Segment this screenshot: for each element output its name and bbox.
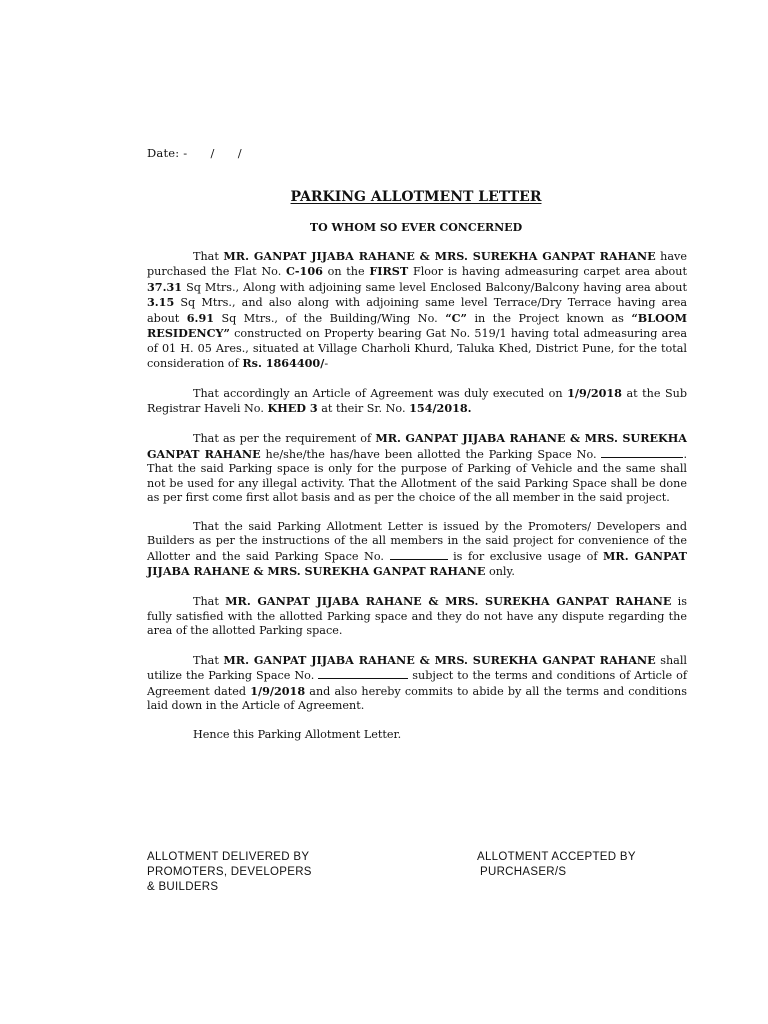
parking-space-blank — [390, 549, 448, 560]
flat-number: C-106 — [285, 264, 323, 279]
project-name: “BLOOM RESIDENCY” — [147, 310, 687, 341]
paragraph-closing: Hence this Parking Allotment Letter. — [193, 728, 402, 742]
date-separator-2: / — [237, 146, 242, 160]
document-title: PARKING ALLOTMENT LETTER — [290, 189, 542, 205]
agreement-date: 1/9/2018 — [567, 386, 622, 401]
signature-block-purchaser — [477, 850, 636, 880]
serial-number: 154/2018. — [409, 401, 472, 416]
purchaser-names: MR. GANPAT JIJABA RAHANE & MRS. SUREKHA GANPAT RAHANE — [147, 548, 687, 579]
registrar-office: KHED 3 — [267, 401, 318, 416]
signature-block-promoters — [147, 850, 312, 895]
paragraph-satisfied: That MR. GANPAT JIJABA RAHANE & MRS. SUREKHA GANPAT RAHANE is fully satisfied with the allotted Parking space and they do not have any dispute regarding the area of the allotted Parking space. — [147, 594, 687, 638]
letter-body — [147, 249, 687, 743]
purchaser-names: MR. GANPAT JIJABA RAHANE & MRS. SUREKHA GANPAT RAHANE — [223, 249, 656, 263]
carpet-area: 37.31 — [147, 279, 183, 294]
signature-line: & BUILDERS — [147, 881, 219, 893]
purchaser-names: MR. GANPAT JIJABA RAHANE & MRS. SUREKHA GANPAT RAHANE — [223, 652, 656, 667]
parking-space-blank — [601, 447, 683, 458]
signature-line: ALLOTMENT DELIVERED BY — [147, 851, 310, 863]
paragraph-utilize: That MR. GANPAT JIJABA RAHANE & MRS. SUREKHA GANPAT RAHANE shall utilize the Parking Space No. subject to the terms and conditions of Article of Agreement dated 1/9/2018 and also hereby commits to abide by all the terms and conditions laid down in the Article of Agreement. — [147, 652, 688, 713]
paragraph-allotment: That as per the requirement of MR. GANPAT JIJABA RAHANE & MRS. SUREKHA GANPAT RAHANE he/she/the has/have been allotted the Parking Space No. . That the said Parking space is only for the purpose of Parking of Vehicle and the same shall not be used for any illegal activity. That the Allotment of the said Parking Space shall be done as per first come first allot basis and as per the choice of the all member in the said project. — [147, 431, 688, 505]
balcony-area: 3.15 — [147, 295, 175, 310]
date-separator-1: / — [210, 146, 215, 160]
wing-number: “C” — [445, 310, 467, 325]
paragraph-purchase: That MR. GANPAT JIJABA RAHANE & MRS. SUREKHA GANPAT RAHANE have purchased the Flat No. C-106 on the FIRST Floor is having admeasuring carpet area about 37.31 Sq Mtrs., Along with adjoining same level Enclosed Balcony/Balcony having area about 3.15 Sq Mtrs., and also along with adjoining same level Terrace/Dry Terrace having area about 6.91 Sq Mtrs., of the Building/Wing No. “C” in the Project known as “BLOOM RESIDENCY” constructed on Property bearing Gat No. 519/1 having total admeasuring area of 01 H. 05 Ares., situated at Village Charholi Khurd, Taluka Khed, District Pune, for the total consideration of Rs. 1864400/- — [147, 249, 687, 371]
signature-line: PURCHASER/S — [480, 866, 567, 878]
date-label: Date: - — [147, 146, 188, 160]
terrace-area: 6.91 — [186, 310, 215, 325]
date-line — [147, 146, 242, 160]
consideration-amount: Rs. 1864400/ — [242, 356, 325, 371]
parking-space-blank — [318, 668, 408, 679]
signature-line: ALLOTMENT ACCEPTED BY — [477, 851, 636, 863]
agreement-date: 1/9/2018 — [250, 683, 306, 698]
paragraph-issued: That the said Parking Allotment Letter is issued by the Promoters/ Developers and Builders as per the instructions of the all members in the said project for convenience of the Allotter and the said Parking Space No. is for exclusive usage of MR. GANPAT JIJABA RAHANE & MRS. SUREKHA GANPAT RAHANE only. — [147, 519, 687, 579]
paragraph-agreement: That accordingly an Article of Agreement was duly executed on 1/9/2018 at the Sub Registrar Haveli No. KHED 3 at their Sr. No. 154/2018. — [147, 386, 688, 416]
signature-line: PROMOTERS, DEVELOPERS — [147, 866, 312, 878]
purchaser-names: MR. GANPAT JIJABA RAHANE & MRS. SUREKHA GANPAT RAHANE — [147, 431, 687, 461]
floor: FIRST — [369, 264, 409, 279]
purchaser-names: MR. GANPAT JIJABA RAHANE & MRS. SUREKHA GANPAT RAHANE — [225, 594, 672, 609]
document-subtitle: TO WHOM SO EVER CONCERNED — [309, 221, 523, 234]
